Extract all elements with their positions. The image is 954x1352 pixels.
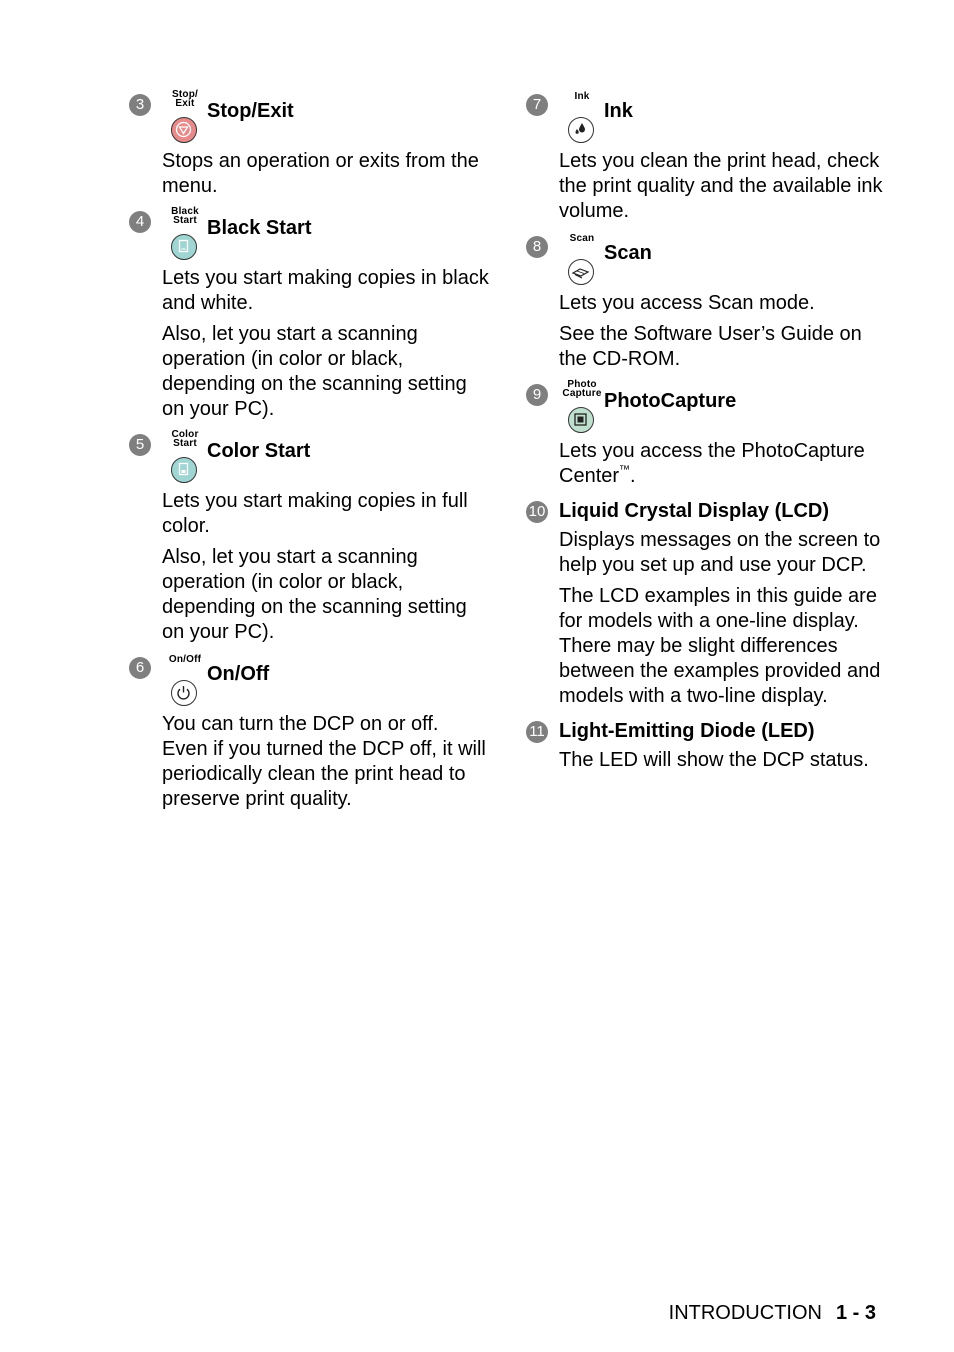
item-number-badge: 9 — [526, 384, 548, 406]
button-label-line: Color — [171, 429, 199, 440]
stop-exit-button-graphic — [162, 88, 202, 146]
item-description — [559, 439, 886, 489]
item-led — [526, 719, 886, 773]
item-title: Ink — [604, 100, 633, 122]
scanner-icon — [568, 259, 594, 285]
item-description: You can turn the DCP on or off. Even if you turned the DCP off, it will periodically clean the print head to preserve print quality. — [162, 713, 486, 810]
scan-button-graphic — [559, 230, 599, 288]
item-scan — [526, 230, 886, 372]
item-title: Liquid Crystal Display (LCD) — [559, 500, 830, 522]
item-on-off — [129, 651, 489, 812]
item-number-badge: 7 — [526, 94, 548, 116]
page-number: 1 - 3 — [835, 1302, 876, 1324]
trademark-symbol: ™ — [619, 464, 631, 476]
button-label-line: On/Off — [168, 654, 202, 665]
item-title: On/Off — [207, 663, 270, 685]
footer-section-title: INTRODUCTION — [668, 1302, 822, 1324]
item-number-badge: 11 — [526, 721, 548, 743]
item-description: Also, let you start a scanning operation (in color or black, depending on the scanning setting on your PC). — [162, 546, 467, 643]
item-number-badge: 5 — [129, 434, 151, 456]
button-label-line: Start — [173, 438, 197, 449]
item-description: The LCD examples in this guide are for models with a one-line display. There may be slight differences between the examples provided and models with a two-line display. — [559, 585, 881, 707]
button-label-line: Photo — [567, 379, 597, 390]
item-description: Stops an operation or exits from the menu. — [162, 150, 479, 197]
item-description: Displays messages on the screen to help you set up and use your DCP. — [559, 529, 881, 576]
item-number-badge: 4 — [129, 211, 151, 233]
photo-card-icon — [568, 407, 594, 433]
description-end: . — [630, 465, 636, 487]
ink-drop-icon — [568, 117, 594, 143]
item-description: Lets you access Scan mode. — [559, 292, 815, 314]
button-label-line: Capture — [562, 388, 602, 399]
on-off-button-graphic — [162, 651, 202, 709]
item-title: Stop/Exit — [207, 100, 294, 122]
item-color-start — [129, 428, 489, 645]
black-start-icon — [171, 234, 197, 260]
black-start-button-graphic — [162, 205, 202, 263]
power-icon — [171, 680, 197, 706]
button-label-line: Start — [173, 215, 197, 226]
item-ink — [526, 88, 886, 224]
item-title: Light-Emitting Diode (LED) — [559, 720, 815, 742]
item-title: Color Start — [207, 440, 311, 462]
item-lcd — [526, 499, 886, 709]
ink-button-graphic — [559, 88, 599, 146]
right-column — [526, 88, 886, 779]
item-description: Lets you start making copies in black and white. — [162, 267, 489, 314]
item-title: Scan — [604, 242, 652, 264]
item-title: Black Start — [207, 217, 312, 239]
item-description: The LED will show the DCP status. — [559, 749, 869, 771]
stop-exit-icon — [171, 117, 197, 143]
left-column — [129, 88, 489, 818]
button-label-line: Scan — [569, 233, 595, 244]
item-title: PhotoCapture — [604, 390, 737, 412]
page-footer — [669, 1300, 876, 1326]
button-label-line: Black — [171, 206, 199, 217]
description-text: Lets you access the PhotoCapture Center — [559, 440, 865, 487]
color-start-button-graphic — [162, 428, 202, 486]
item-description: Also, let you start a scanning operation (in color or black, depending on the scanning setting on your PC). — [162, 323, 467, 420]
button-label-line: Ink — [574, 91, 590, 102]
button-label-line: Stop/ — [172, 89, 198, 100]
item-description: Lets you start making copies in full color. — [162, 490, 468, 537]
photocapture-button-graphic — [559, 378, 602, 436]
item-photocapture — [526, 378, 886, 489]
item-number-badge: 10 — [526, 501, 548, 523]
item-stop-exit — [129, 88, 489, 199]
item-description: Lets you clean the print head, check the print quality and the available ink volume. — [559, 150, 883, 222]
item-black-start — [129, 205, 489, 422]
item-description: See the Software User’s Guide on the CD-ROM. — [559, 323, 862, 370]
button-label-line: Exit — [175, 98, 195, 109]
item-number-badge: 3 — [129, 94, 151, 116]
item-number-badge: 8 — [526, 236, 548, 258]
item-number-badge: 6 — [129, 657, 151, 679]
color-start-icon — [171, 457, 197, 483]
